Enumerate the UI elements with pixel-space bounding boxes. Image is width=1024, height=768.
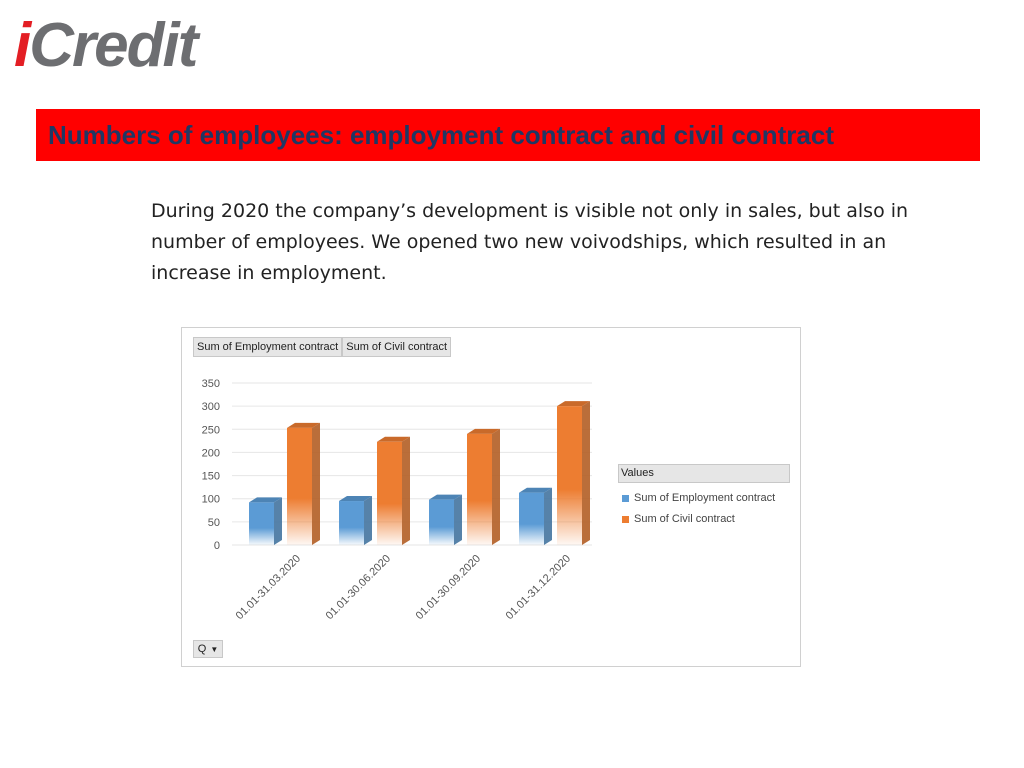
quarter-filter-button[interactable] <box>193 640 223 658</box>
legend-title[interactable]: Values <box>618 464 790 483</box>
dropdown-arrow-icon: ▼ <box>210 644 219 654</box>
page-title: Numbers of employees: employment contract and civil contract <box>48 119 834 150</box>
chart-legend <box>618 464 790 525</box>
bar-side <box>544 488 552 545</box>
bar-side <box>312 423 320 545</box>
bar-civil <box>467 434 492 545</box>
logo-prefix: i <box>14 11 30 80</box>
x-category-label: 01.01-31.12.2020 <box>503 552 574 623</box>
y-tick-label: 350 <box>201 378 220 390</box>
y-tick-label: 250 <box>201 424 220 437</box>
bar-civil <box>377 442 402 545</box>
bar-side <box>364 496 372 545</box>
legend-label-employment: Sum of Employment contract <box>634 492 776 504</box>
bar-side <box>582 401 590 545</box>
x-category-label: 01.01-31.03.2020 <box>233 552 304 623</box>
field-button-employment[interactable]: Sum of Employment contract <box>193 337 342 357</box>
legend-item-civil <box>622 513 790 525</box>
bar-employment <box>519 493 544 545</box>
bar-civil <box>287 428 312 545</box>
bar-civil <box>557 406 582 545</box>
field-button-civil[interactable]: Sum of Civil contract <box>342 337 451 357</box>
bar-side <box>492 429 500 545</box>
bar-employment <box>249 502 274 545</box>
x-category-label: 01.01-30.06.2020 <box>323 552 394 623</box>
bar-employment <box>429 500 454 545</box>
y-tick-label: 200 <box>201 447 220 460</box>
logo-rest: Credit <box>29 11 197 80</box>
legend-swatch-employment <box>622 495 629 502</box>
filter-label: Q <box>197 643 207 655</box>
bar-side <box>402 437 410 545</box>
y-tick-label: 50 <box>207 516 220 529</box>
bar-side <box>454 495 462 545</box>
y-tick-label: 100 <box>201 493 220 506</box>
legend-label-civil: Sum of Civil contract <box>634 513 735 525</box>
bar-employment <box>339 501 364 545</box>
x-category-label: 01.01-30.09.2020 <box>413 552 484 623</box>
intro-paragraph: During 2020 the company’s development is visible not only in sales, but also in number of employees. We opened two new voivodships, which resulted in an increase in employment. <box>151 200 909 284</box>
bar-side <box>274 497 282 545</box>
y-tick-label: 0 <box>213 540 220 552</box>
legend-swatch-civil <box>622 516 629 523</box>
y-tick-label: 150 <box>201 470 220 483</box>
legend-item-employment <box>622 492 790 504</box>
y-tick-label: 300 <box>201 401 220 414</box>
